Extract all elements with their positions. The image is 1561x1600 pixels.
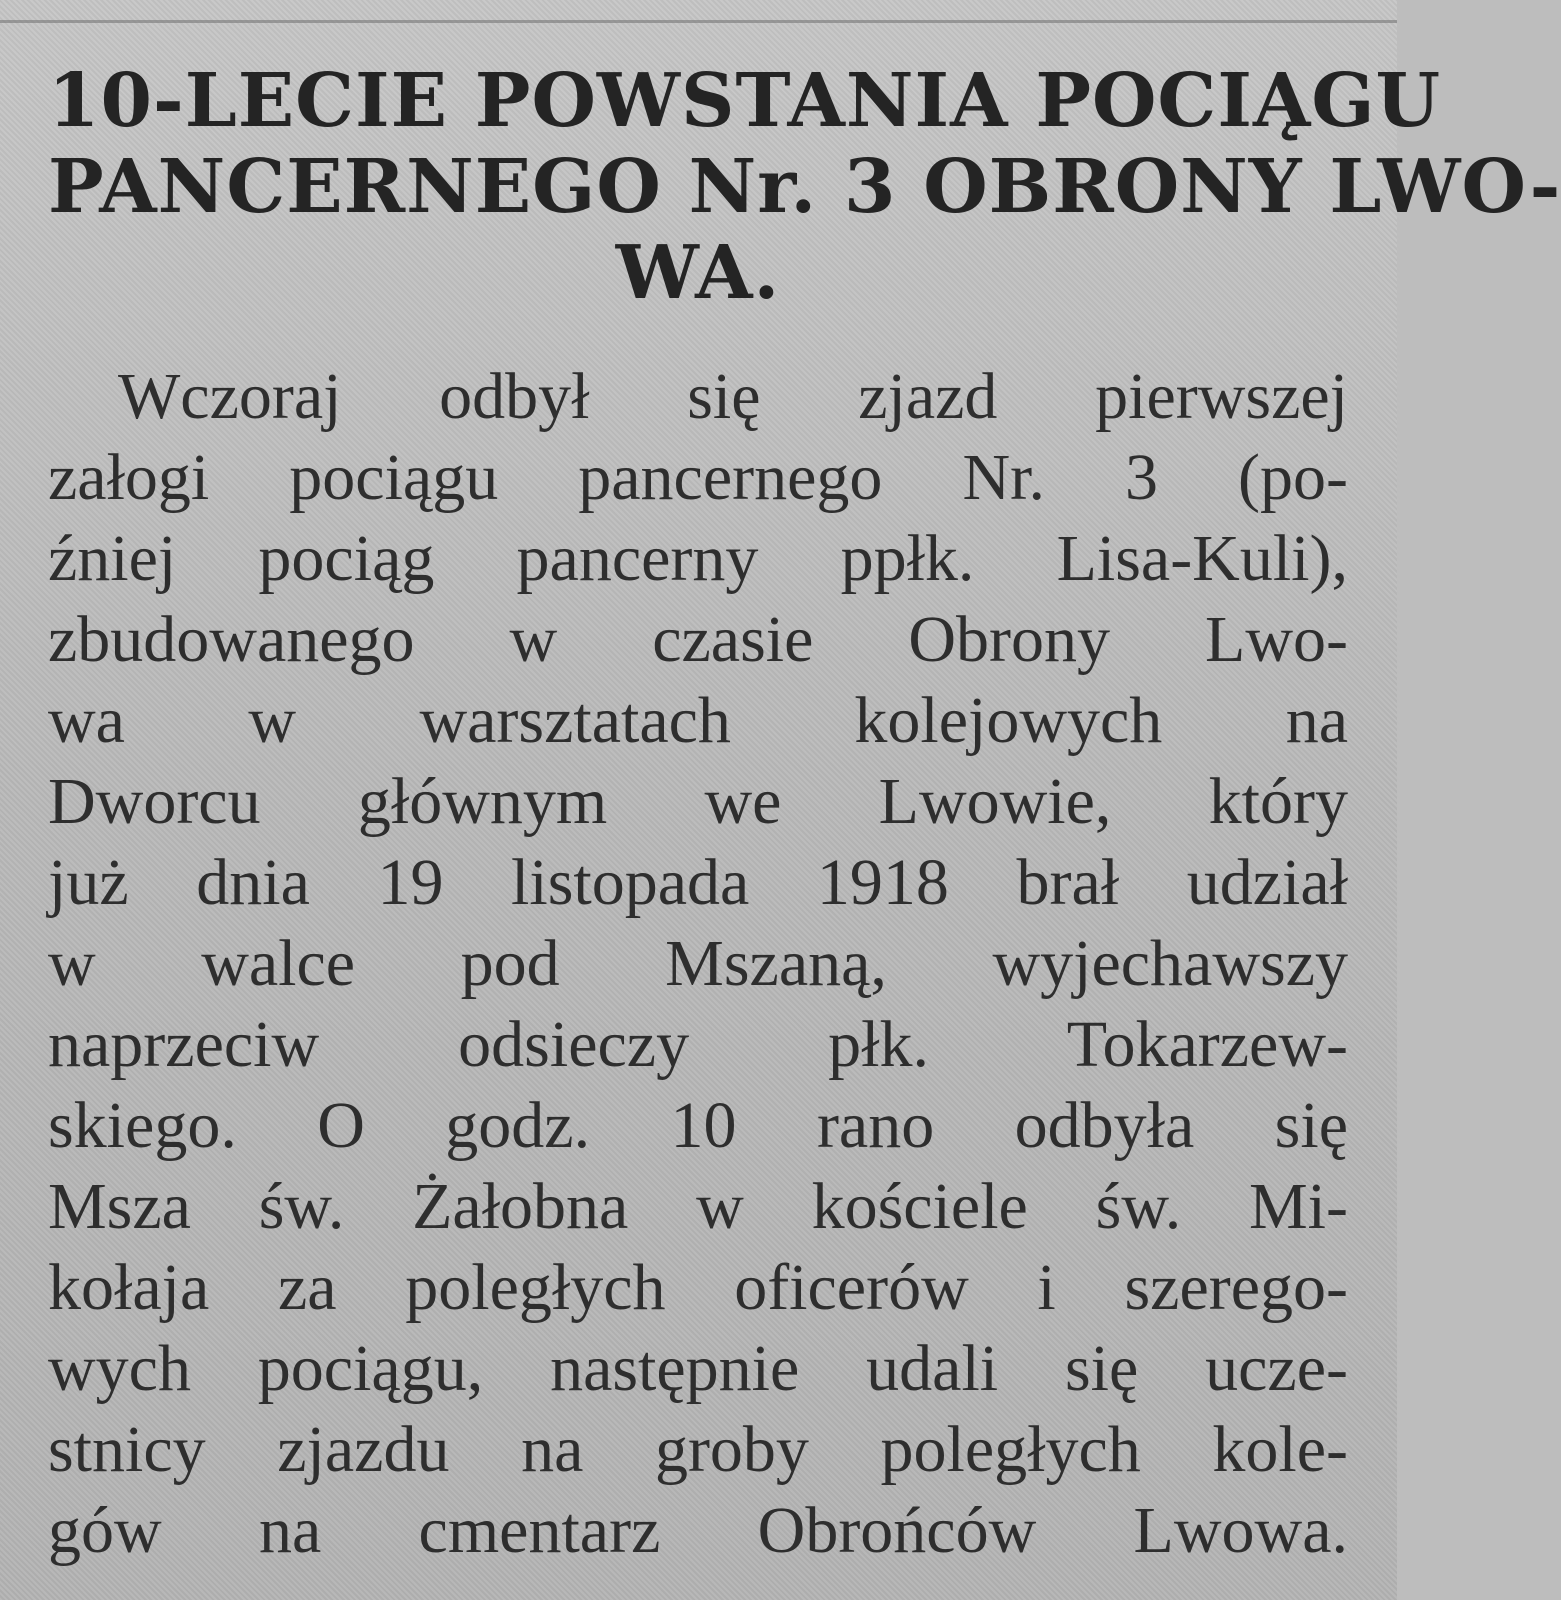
headline-line-1: 10-LECIE POWSTANIA POCIĄGU <box>48 58 1442 144</box>
body-line: w walce pod Mszaną, wyjechawszy <box>48 927 1348 1000</box>
body-line: naprzeciw odsieczy płk. Tokarzew- <box>48 1008 1348 1081</box>
article-headline <box>48 58 1561 316</box>
body-line: załogi pociągu pancernego Nr. 3 (po- <box>48 441 1348 514</box>
headline-line-3: WA. <box>615 230 781 316</box>
top-rule <box>0 20 1397 23</box>
body-line: źniej pociąg pancerny ppłk. Lisa-Kuli), <box>48 522 1348 595</box>
body-line: gów na cmentarz Obrońców Lwowa. <box>48 1494 1348 1567</box>
body-line: Wczoraj odbył się zjazd pierwszej <box>118 360 1348 433</box>
body-line: zbudowanego w czasie Obrony Lwo- <box>48 603 1348 676</box>
body-line: już dnia 19 listopada 1918 brał udział <box>48 846 1348 919</box>
body-line: skiego. O godz. 10 rano odbyła się <box>48 1089 1348 1162</box>
body-line: kołaja za poległych oficerów i szerego- <box>48 1251 1348 1324</box>
headline-line-2: PANCERNEGO Nr. 3 OBRONY LWO- <box>48 144 1561 230</box>
body-line: stnicy zjazdu na groby poległych kole- <box>48 1413 1348 1486</box>
article-column <box>48 58 1561 1571</box>
body-line: Dworcu głównym we Lwowie, który <box>48 765 1348 838</box>
article-body <box>48 356 1348 1571</box>
body-line: wych pociągu, następnie udali się ucze- <box>48 1332 1348 1405</box>
body-line: wa w warsztatach kolejowych na <box>48 684 1348 757</box>
body-line: Msza św. Żałobna w kościele św. Mi- <box>48 1170 1348 1243</box>
